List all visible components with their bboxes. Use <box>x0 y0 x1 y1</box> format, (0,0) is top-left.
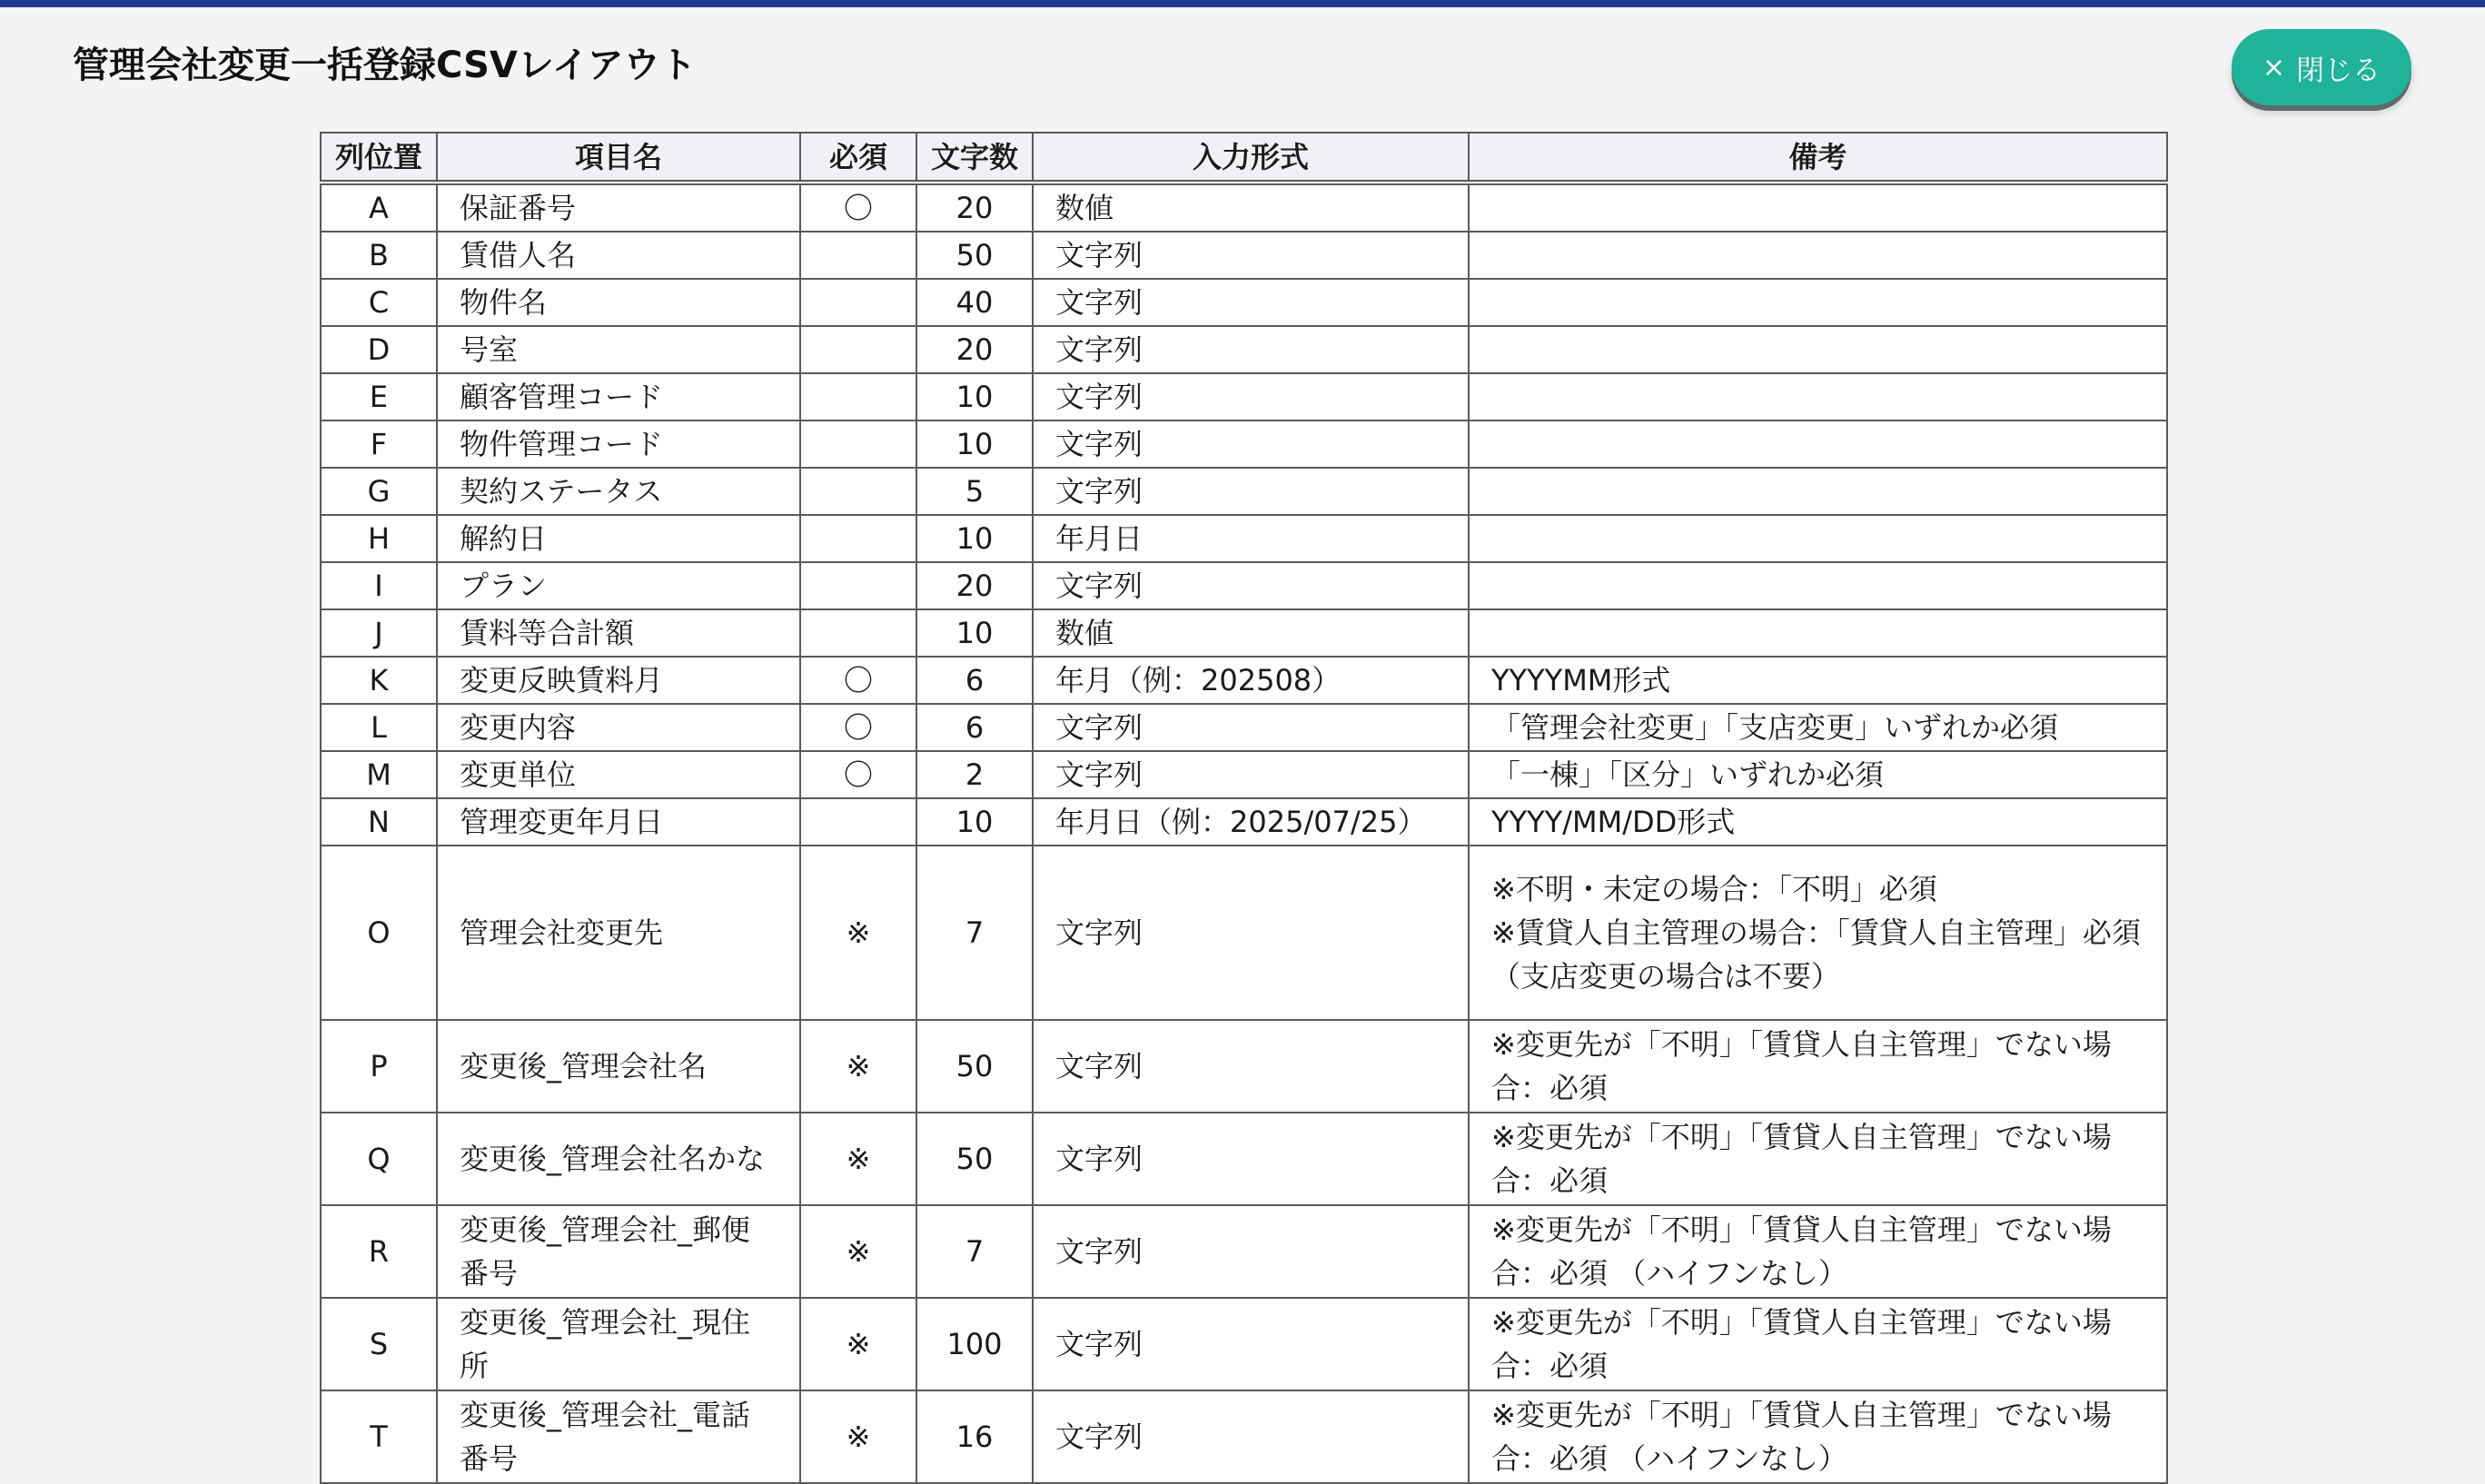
cell-char-count: 100 <box>916 1298 1033 1390</box>
cell-input-format: 文字列 <box>1033 232 1469 279</box>
cell-remarks <box>1469 279 2167 326</box>
cell-item-name: 変更後_管理会社名 <box>437 1020 800 1113</box>
table-row <box>321 1113 2167 1205</box>
cell-column-position: Q <box>321 1113 437 1205</box>
page-title: 管理会社変更一括登録CSVレイアウト <box>73 45 697 86</box>
cell-required: ※ <box>800 1020 916 1113</box>
cell-remarks <box>1469 515 2167 562</box>
table-row <box>321 183 2167 232</box>
cell-remarks: ※変更先が「不明」「賃貸人自主管理」でない場合：必須 （ハイフンなし） <box>1469 1205 2167 1298</box>
cell-input-format: 文字列 <box>1033 279 1469 326</box>
table-row <box>321 846 2167 1020</box>
cell-remarks: YYYY/MM/DD形式 <box>1469 798 2167 846</box>
cell-column-position: H <box>321 515 437 562</box>
cell-item-name: 管理変更年月日 <box>437 798 800 846</box>
cell-column-position: R <box>321 1205 437 1298</box>
cell-input-format: 文字列 <box>1033 1020 1469 1113</box>
cell-column-position: A <box>321 183 437 232</box>
cell-input-format: 文字列 <box>1033 846 1469 1020</box>
cell-remarks: ※不明・未定の場合：「不明」必須 ※賃貸人自主管理の場合：「賃貸人自主管理」必須 （支店変更の場合は不要） <box>1469 846 2167 1020</box>
cell-input-format: 年月（例：202508） <box>1033 657 1469 704</box>
cell-item-name: 変更内容 <box>437 704 800 751</box>
cell-remarks <box>1469 420 2167 468</box>
cell-input-format: 文字列 <box>1033 1205 1469 1298</box>
cell-char-count: 10 <box>916 515 1033 562</box>
header-char-count: 文字数 <box>916 133 1033 183</box>
table-row <box>321 657 2167 704</box>
cell-required <box>800 279 916 326</box>
cell-input-format: 文字列 <box>1033 751 1469 798</box>
cell-remarks <box>1469 373 2167 420</box>
cell-item-name: 変更後_管理会社_現住所 <box>437 1298 800 1390</box>
cell-input-format: 文字列 <box>1033 420 1469 468</box>
cell-column-position: S <box>321 1298 437 1390</box>
cell-required <box>800 798 916 846</box>
cell-input-format: 数値 <box>1033 609 1469 657</box>
cell-remarks: ※変更先が「不明」「賃貸人自主管理」でない場合：必須 <box>1469 1020 2167 1113</box>
cell-input-format: 年月日 <box>1033 515 1469 562</box>
cell-char-count: 10 <box>916 373 1033 420</box>
table-row <box>321 279 2167 326</box>
cell-required: 〇 <box>800 751 916 798</box>
cell-input-format: 文字列 <box>1033 1113 1469 1205</box>
table-row <box>321 798 2167 846</box>
cell-char-count: 10 <box>916 420 1033 468</box>
cell-item-name: 号室 <box>437 326 800 373</box>
cell-char-count: 6 <box>916 704 1033 751</box>
cell-item-name: 賃料等合計額 <box>437 609 800 657</box>
cell-remarks <box>1469 609 2167 657</box>
cell-char-count: 5 <box>916 468 1033 515</box>
table-row <box>321 326 2167 373</box>
cell-required: ※ <box>800 1113 916 1205</box>
cell-required: ※ <box>800 846 916 1020</box>
cell-required: 〇 <box>800 183 916 232</box>
cell-remarks <box>1469 232 2167 279</box>
cell-char-count: 50 <box>916 1113 1033 1205</box>
cell-input-format: 文字列 <box>1033 326 1469 373</box>
cell-input-format: 年月日（例：2025/07/25） <box>1033 798 1469 846</box>
cell-item-name: 保証番号 <box>437 183 800 232</box>
cell-char-count: 50 <box>916 232 1033 279</box>
cell-column-position: G <box>321 468 437 515</box>
cell-item-name: 変更後_管理会社_電話番号 <box>437 1390 800 1483</box>
cell-input-format: 文字列 <box>1033 468 1469 515</box>
table-row <box>321 468 2167 515</box>
cell-column-position: P <box>321 1020 437 1113</box>
cell-item-name: 賃借人名 <box>437 232 800 279</box>
cell-remarks <box>1469 562 2167 609</box>
cell-remarks: ※変更先が「不明」「賃貸人自主管理」でない場合：必須 （ハイフンなし） <box>1469 1390 2167 1483</box>
cell-item-name: 物件名 <box>437 279 800 326</box>
table-row <box>321 704 2167 751</box>
cell-char-count: 40 <box>916 279 1033 326</box>
cell-item-name: プラン <box>437 562 800 609</box>
table-row <box>321 232 2167 279</box>
cell-column-position: K <box>321 657 437 704</box>
cell-char-count: 50 <box>916 1020 1033 1113</box>
cell-item-name: 変更後_管理会社_郵便番号 <box>437 1205 800 1298</box>
table-row <box>321 1205 2167 1298</box>
cell-column-position: I <box>321 562 437 609</box>
cell-char-count: 16 <box>916 1390 1033 1483</box>
cell-column-position: D <box>321 326 437 373</box>
cell-item-name: 変更反映賃料月 <box>437 657 800 704</box>
cell-char-count: 20 <box>916 326 1033 373</box>
header-column-position: 列位置 <box>321 133 437 183</box>
cell-remarks: 「一棟」「区分」いずれか必須 <box>1469 751 2167 798</box>
cell-remarks: ※変更先が「不明」「賃貸人自主管理」でない場合：必須 <box>1469 1298 2167 1390</box>
table-row <box>321 1298 2167 1390</box>
table-row <box>321 373 2167 420</box>
close-button[interactable] <box>2232 29 2411 105</box>
table-row <box>321 751 2167 798</box>
cell-item-name: 管理会社変更先 <box>437 846 800 1020</box>
cell-input-format: 数値 <box>1033 183 1469 232</box>
cell-required <box>800 373 916 420</box>
cell-char-count: 10 <box>916 798 1033 846</box>
cell-input-format: 文字列 <box>1033 562 1469 609</box>
cell-required <box>800 562 916 609</box>
cell-char-count: 6 <box>916 657 1033 704</box>
cell-item-name: 顧客管理コード <box>437 373 800 420</box>
cell-required <box>800 420 916 468</box>
header-remarks: 備考 <box>1469 133 2167 183</box>
table-row <box>321 609 2167 657</box>
cell-column-position: L <box>321 704 437 751</box>
cell-column-position: O <box>321 846 437 1020</box>
cell-char-count: 10 <box>916 609 1033 657</box>
cell-required: 〇 <box>800 657 916 704</box>
header-item-name: 項目名 <box>437 133 800 183</box>
cell-char-count: 20 <box>916 562 1033 609</box>
cell-column-position: C <box>321 279 437 326</box>
header-required: 必須 <box>800 133 916 183</box>
cell-column-position: N <box>321 798 437 846</box>
cell-required: ※ <box>800 1205 916 1298</box>
cell-item-name: 契約ステータス <box>437 468 800 515</box>
close-icon: × <box>2262 51 2286 84</box>
table-row <box>321 1020 2167 1113</box>
cell-input-format: 文字列 <box>1033 373 1469 420</box>
cell-required: 〇 <box>800 704 916 751</box>
cell-char-count: 7 <box>916 846 1033 1020</box>
cell-item-name: 解約日 <box>437 515 800 562</box>
table-header-row <box>321 133 2167 183</box>
cell-char-count: 2 <box>916 751 1033 798</box>
cell-remarks: 「管理会社変更」「支店変更」いずれか必須 <box>1469 704 2167 751</box>
cell-remarks <box>1469 468 2167 515</box>
table-row <box>321 515 2167 562</box>
cell-item-name: 変更単位 <box>437 751 800 798</box>
cell-column-position: T <box>321 1390 437 1483</box>
cell-column-position: E <box>321 373 437 420</box>
csv-layout-table <box>320 132 2168 1484</box>
cell-input-format: 文字列 <box>1033 1298 1469 1390</box>
table-row <box>321 1390 2167 1483</box>
cell-required <box>800 468 916 515</box>
top-accent-bar <box>0 0 2485 7</box>
cell-column-position: B <box>321 232 437 279</box>
cell-remarks: ※変更先が「不明」「賃貸人自主管理」でない場合：必須 <box>1469 1113 2167 1205</box>
cell-required <box>800 232 916 279</box>
cell-item-name: 変更後_管理会社名かな <box>437 1113 800 1205</box>
cell-required: ※ <box>800 1390 916 1483</box>
table-row <box>321 420 2167 468</box>
cell-required <box>800 609 916 657</box>
cell-char-count: 7 <box>916 1205 1033 1298</box>
cell-required <box>800 515 916 562</box>
cell-input-format: 文字列 <box>1033 704 1469 751</box>
header-input-format: 入力形式 <box>1033 133 1469 183</box>
cell-input-format: 文字列 <box>1033 1390 1469 1483</box>
cell-column-position: F <box>321 420 437 468</box>
cell-item-name: 物件管理コード <box>437 420 800 468</box>
table-row <box>321 562 2167 609</box>
cell-column-position: J <box>321 609 437 657</box>
close-button-label: 閉じる <box>2296 54 2381 87</box>
cell-required <box>800 326 916 373</box>
cell-remarks <box>1469 183 2167 232</box>
cell-char-count: 20 <box>916 183 1033 232</box>
cell-required: ※ <box>800 1298 916 1390</box>
cell-column-position: M <box>321 751 437 798</box>
cell-remarks <box>1469 326 2167 373</box>
cell-remarks: YYYYMM形式 <box>1469 657 2167 704</box>
